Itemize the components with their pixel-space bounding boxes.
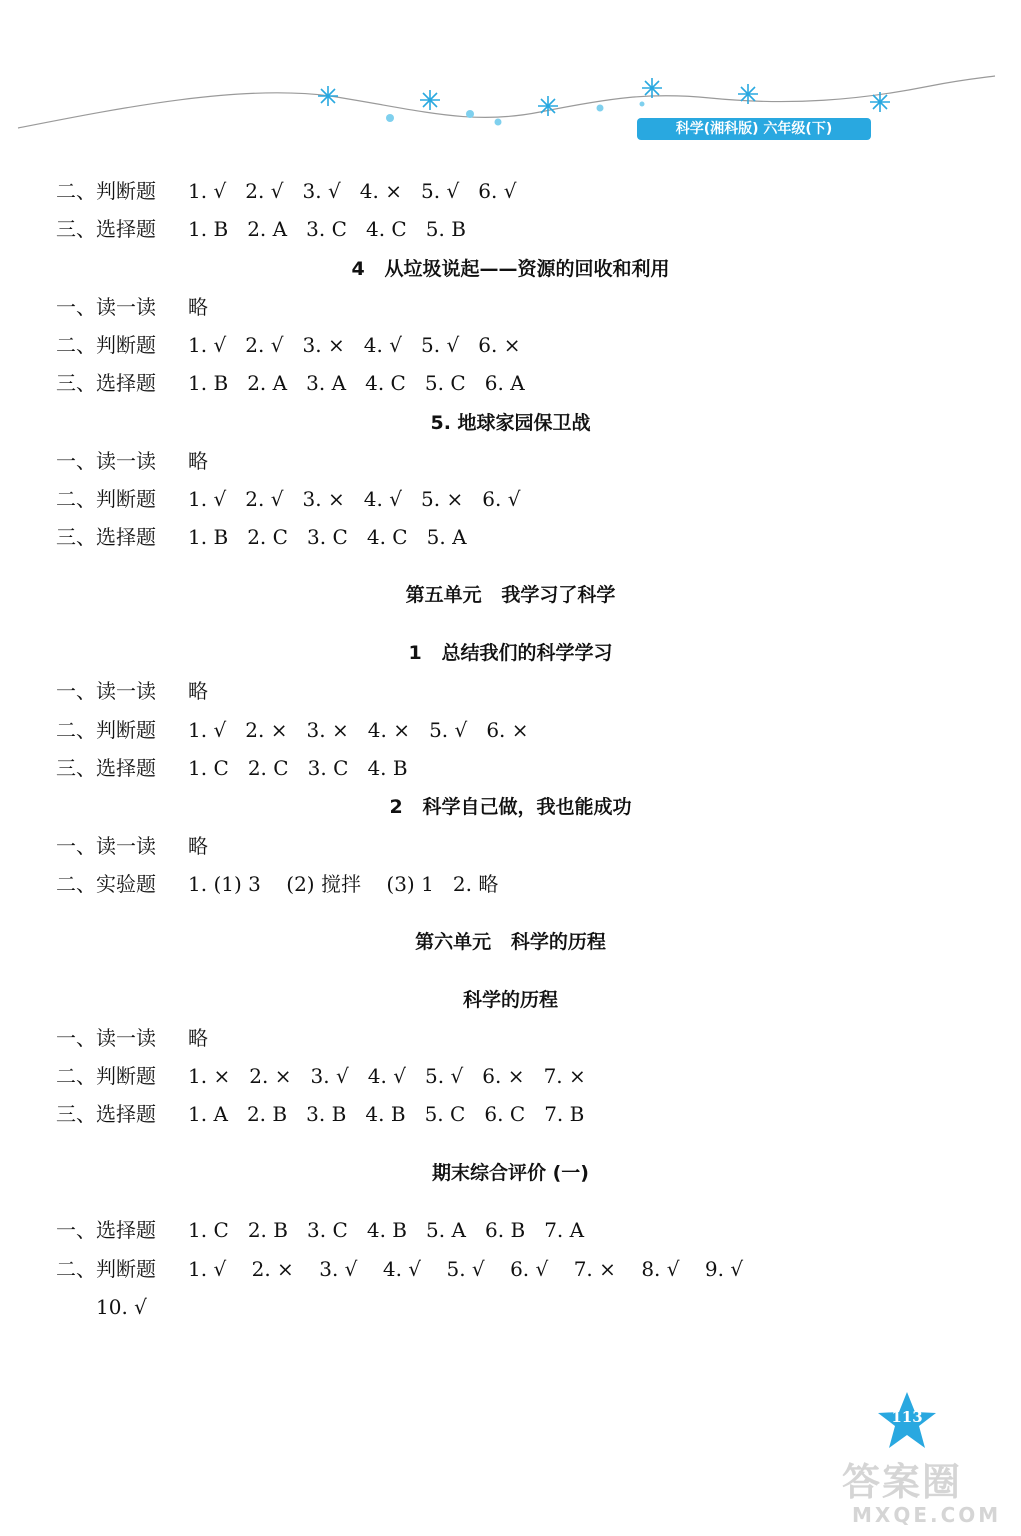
page-header: [0, 0, 1021, 160]
answer-row: 二、判断题 1. √ 2. √ 3. × 4. √ 5. √ 6. ×: [56, 333, 521, 357]
book-title-badge: 科学(湘科版) 六年级(下): [637, 118, 871, 140]
answer-row: 一、选择题 1. C 2. B 3. C 4. B 5. A 6. B 7. A: [56, 1218, 585, 1242]
section-title: 期末综合评价 (一): [432, 1162, 589, 1184]
answer-row: 三、选择题 1. C 2. C 3. C 4. B: [56, 756, 408, 780]
answer-row: 一、读一读 略: [56, 449, 208, 473]
watermark: 答案圈 MXQE.COM: [842, 1460, 1002, 1527]
answer-row: 三、选择题 1. B 2. A 3. C 4. C 5. B: [56, 217, 466, 241]
answer-row: 一、读一读 略: [56, 1026, 208, 1050]
answer-row: 一、读一读 略: [56, 295, 208, 319]
section-title: 5. 地球家园保卫战: [430, 412, 591, 434]
answer-row: 一、读一读 略: [56, 679, 208, 703]
section-title: 科学的历程: [462, 989, 558, 1011]
answer-row: 二、实验题 1. (1) 3 (2) 搅拌 (3) 1 2. 略: [56, 872, 499, 896]
answer-row: 三、选择题 1. A 2. B 3. B 4. B 5. C 6. C 7. B: [56, 1102, 585, 1126]
snowflake-icon: [318, 78, 890, 116]
answer-row: 二、判断题 1. √ 2. √ 3. × 4. √ 5. × 6. √: [56, 487, 521, 511]
unit-title: 第六单元 科学的历程: [415, 931, 606, 953]
section-title: 4 从垃圾说起——资源的回收和利用: [351, 258, 670, 280]
section-title: 1 总结我们的科学学习: [408, 642, 613, 664]
answer-row: 二、判断题 1. × 2. × 3. √ 4. √ 5. √ 6. × 7. ×: [56, 1064, 586, 1088]
answer-row: 二、判断题 1. √ 2. √ 3. √ 4. × 5. √ 6. √: [56, 179, 517, 203]
answer-row: 三、选择题 1. B 2. A 3. A 4. C 5. C 6. A: [56, 371, 525, 395]
unit-title: 第五单元 我学习了科学: [405, 584, 616, 606]
answer-row: 二、判断题 1. √ 2. × 3. × 4. × 5. √ 6. ×: [56, 718, 529, 742]
section-title: 2 科学自己做，我也能成功: [389, 796, 632, 818]
answer-row: 二、判断题 1. √ 2. × 3. √ 4. √ 5. √ 6. √ 7. × 8. √ 9. √: [56, 1257, 744, 1281]
answer-row: 一、读一读 略: [56, 834, 208, 858]
answer-row: 三、选择题 1. B 2. C 3. C 4. C 5. A: [56, 525, 467, 549]
answer-row: 10. √: [96, 1295, 147, 1319]
page-number: 113: [891, 1408, 923, 1426]
